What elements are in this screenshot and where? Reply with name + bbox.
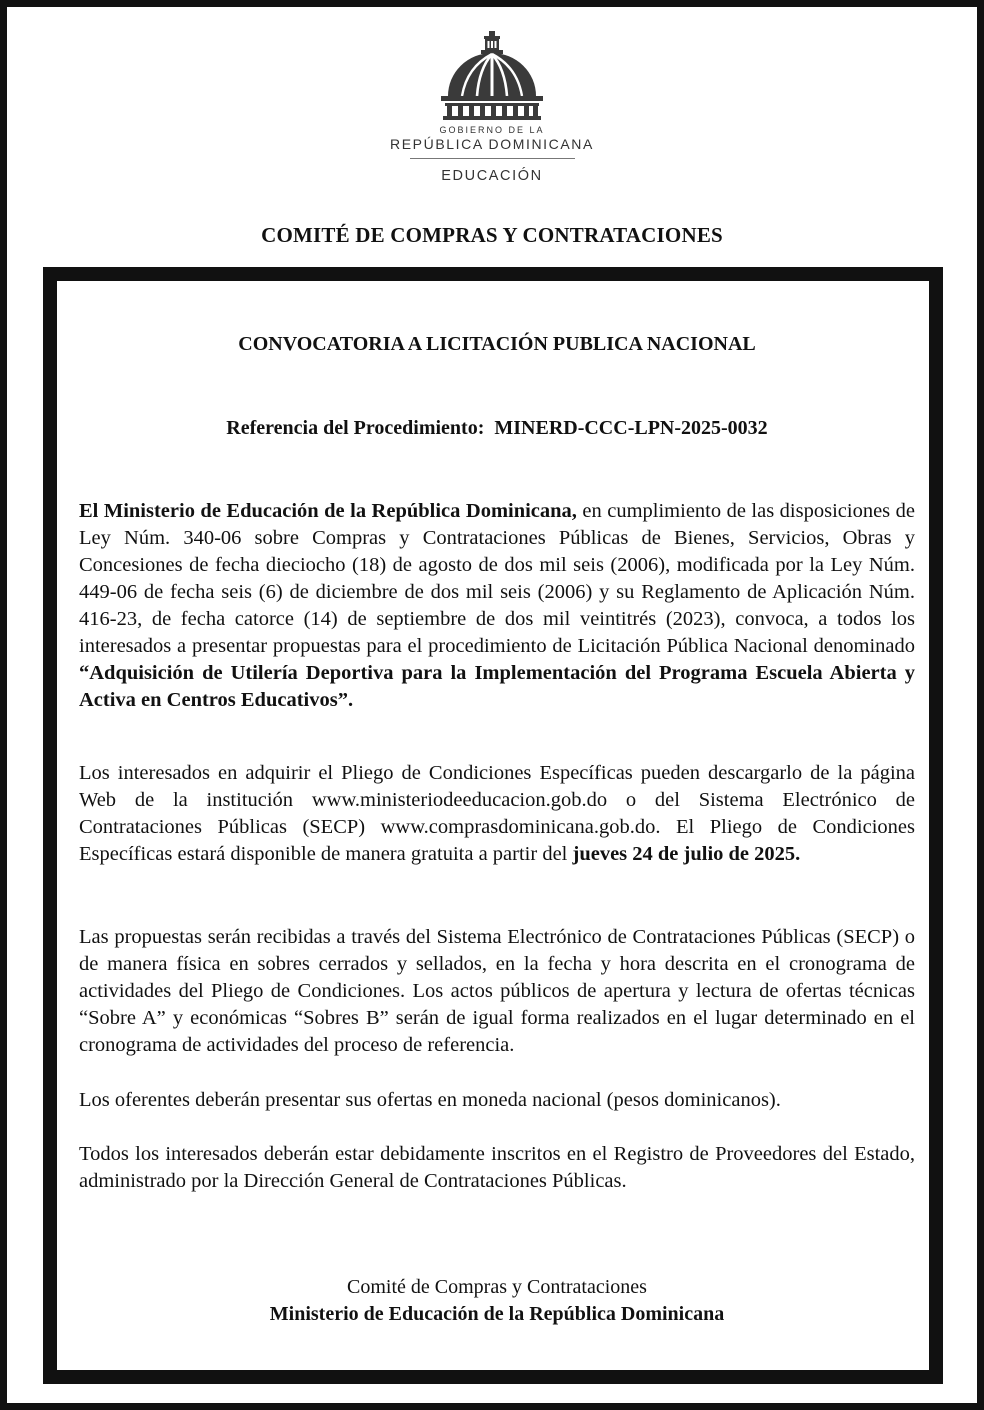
reference-line [79, 417, 915, 440]
notice-frame [43, 267, 943, 1384]
paragraph-download-text: Los interesados en adquirir el Pliego de Condiciones Específicas pueden descargarlo de la página Web de la institución www.ministeriodeeducacion.gob.do o del Sistema Electrónico de Contrataciones Públicas (SECP) www.comprasdominicana.gob.do. El Pliego de Condiciones Específicas estará disponible de manera gratuita a partir del [79, 762, 915, 865]
logo-line-republic: REPÚBLICA DOMINICANA [390, 136, 594, 152]
dome-building-icon [437, 29, 547, 121]
logo-line-government: GOBIERNO DE LA [439, 125, 545, 135]
signature-committee: Comité de Compras y Contrataciones [347, 1276, 647, 1298]
paragraph-announcement [79, 498, 915, 714]
signature-ministry: Ministerio de Educación de la República Dominicana [269, 1303, 725, 1325]
paragraph-currency: Los oferentes deberán presentar sus ofertas en moneda nacional (pesos dominicanos). [79, 1089, 781, 1111]
committee-header: COMITÉ DE COMPRAS Y CONTRATACIONES [261, 223, 723, 247]
logo-divider [410, 158, 575, 159]
paragraph-submission: Las propuestas serán recibidas a través del Sistema Electrónico de Contrataciones Públicas (SECP) o de manera física en sobres cerrados y sellados, en la fecha y hora descrita en el cronograma de actividades del Pliego de Condiciones. Los actos públicos de apertura y lectura de ofertas técnicas “Sobre A” y económicas “Sobres B” serán de igual forma realizados en el lugar determinado en el cronograma de actividades del proceso de referencia. [79, 926, 915, 1056]
paragraph-download [79, 760, 915, 868]
procedure-name: “Adquisición de Utilería Deportiva para la Implementación del Programa Escuela Abierta y Activa en Centros Educativos”. [79, 662, 915, 711]
paragraph-announcement-text: en cumplimiento de las disposiciones de Ley Núm. 340-06 sobre Compras y Contrataciones Públicas de Bienes, Servicios, Obras y Concesiones de fecha dieciocho (18) de agosto de dos mil seis (2006), modificada por la Ley Núm. 449-06 de fecha seis (6) de diciembre de dos mil seis (2006) y su Reglamento de Aplicación Núm. 416-23, de fecha catorce (14) de septiembre de dos mil veintitrés (2023), convoca, a todos los interesados a presentar propuestas para el procedimiento de Licitación Pública Nacional denominado [79, 500, 915, 657]
paragraph-registry: Todos los interesados deberán estar debidamente inscritos en el Registro de Proveedores del Estado, administrado por la Dirección General de Contrataciones Públicas. [79, 1143, 915, 1192]
reference-label: Referencia del Procedimiento: [226, 417, 485, 439]
reference-code: MINERD-CCC-LPN-2025-0032 [494, 417, 768, 439]
signature-block [79, 1274, 915, 1328]
ministry-name: El Ministerio de Educación de la República Dominicana, [79, 500, 577, 522]
government-logo [7, 29, 977, 184]
availability-date: jueves 24 de julio de 2025. [572, 843, 801, 865]
notice-content [79, 281, 915, 1370]
notice-inner-border [55, 279, 931, 1372]
notice-title: CONVOCATORIA A LICITACIÓN PUBLICA NACIONAL [238, 333, 756, 355]
logo-line-education: EDUCACIÓN [441, 168, 543, 184]
